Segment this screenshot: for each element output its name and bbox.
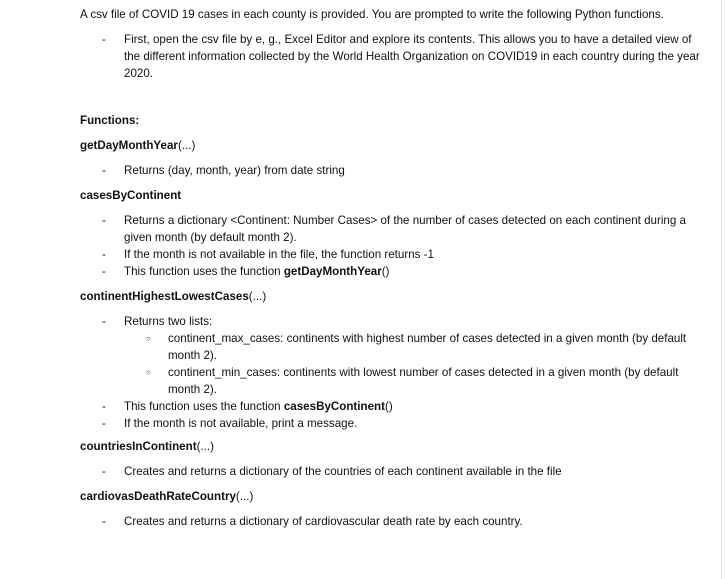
uses-suffix: () bbox=[384, 400, 393, 413]
countriesincontinent-bullets bbox=[80, 463, 710, 480]
intro-bullet-list bbox=[80, 31, 710, 82]
bullet-item-returns bbox=[80, 313, 710, 398]
uses-suffix: () bbox=[381, 265, 390, 278]
function-suffix: (...) bbox=[196, 440, 214, 453]
bullet-item: - Returns a dictionary <Continent: Number Cases> of the number of cases detected on each continent during a given month (by default month 2). bbox=[80, 212, 710, 246]
function-heading-getdaymonthyear bbox=[80, 137, 710, 154]
bullet-item-uses bbox=[80, 263, 710, 280]
sub-bullet-item: ○ continent_min_cases: continents with lowest number of cases detected in a given month (by default month 2). bbox=[124, 364, 710, 398]
functions-heading: Functions: bbox=[80, 114, 140, 127]
returns-label: Returns two lists: bbox=[124, 315, 213, 328]
bullet-item-uses bbox=[80, 398, 710, 415]
function-name: countriesInContinent bbox=[80, 440, 197, 453]
uses-function-name: casesByContinent bbox=[283, 400, 385, 413]
uses-prefix: This function uses the function bbox=[124, 265, 284, 278]
function-heading-cardiovasdeathratecountry bbox=[80, 488, 710, 505]
function-name: cardiovasDeathRateCountry bbox=[80, 490, 236, 503]
function-suffix: (...) bbox=[248, 290, 267, 303]
bullet-item: - If the month is not available, print a message. bbox=[80, 415, 710, 432]
bullet-item: - Creates and returns a dictionary of cardiovascular death rate by each country. bbox=[80, 513, 710, 530]
continenthighestlowestcases-bullets bbox=[80, 313, 710, 432]
function-heading-casesbycontinent: casesByContinent bbox=[80, 189, 182, 202]
bullet-item: - Returns (day, month, year) from date string bbox=[80, 162, 710, 179]
bullet-item: - If the month is not available in the file, the function returns -1 bbox=[80, 246, 710, 263]
sub-bullet-list bbox=[124, 330, 710, 398]
casesbycontinent-bullets bbox=[80, 212, 710, 280]
function-suffix: (...) bbox=[235, 490, 254, 503]
intro-bullet: - First, open the csv file by e, g., Excel Editor and explore its contents. This allows you to have a detailed view of the different information collected by the World Health Organization on COVID19 in each country during the year 2020. bbox=[80, 31, 710, 82]
intro-paragraph: A csv file of COVID 19 cases in each county is provided. You are prompted to write the following Python functions. bbox=[80, 8, 664, 21]
function-name: getDayMonthYear bbox=[80, 139, 178, 152]
uses-prefix: This function uses the function bbox=[124, 400, 284, 413]
function-name: continentHighestLowestCases bbox=[80, 290, 249, 303]
cardiovasdeathratecountry-bullets bbox=[80, 513, 710, 530]
sub-bullet-item: ○ continent_max_cases: continents with highest number of cases detected in a given month (by default month 2). bbox=[124, 330, 710, 364]
document-page bbox=[80, 6, 710, 530]
bullet-item: - Creates and returns a dictionary of the countries of each continent available in the file bbox=[80, 463, 710, 480]
getdaymonthyear-bullets bbox=[80, 162, 710, 179]
uses-function-name: getDayMonthYear bbox=[283, 265, 382, 278]
function-heading-countriesincontinent bbox=[80, 438, 710, 455]
function-heading-continenthighestlowestcases bbox=[80, 288, 710, 305]
function-suffix: (...) bbox=[177, 139, 196, 152]
